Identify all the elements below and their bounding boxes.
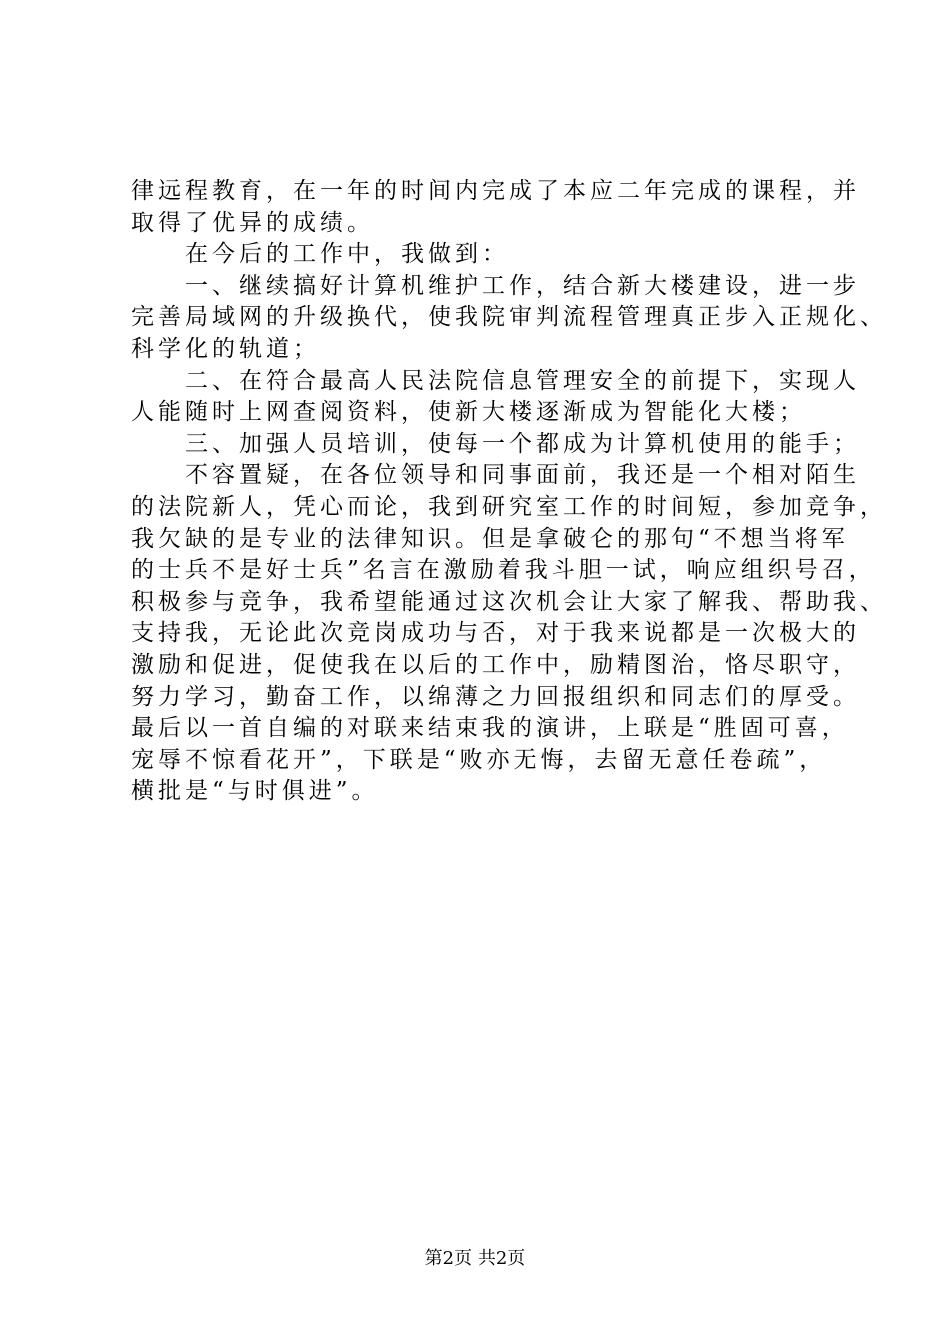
text-line: 努力学习，勤奋工作，以绵薄之力回报组织和同志们的厚受。 xyxy=(131,683,860,710)
text-line: 完善局域网的升级换代，使我院审判流程管理真正步入正规化、 xyxy=(131,304,887,331)
text-line: 支持我，无论此次竞岗成功与否，对于我来说都是一次极大的 xyxy=(131,620,860,647)
text-line: 激励和促进，促使我在以后的工作中，励精图治，恪尽职守， xyxy=(131,651,860,678)
document-body xyxy=(131,176,887,808)
text-line: 律远程教育，在一年的时间内完成了本应二年完成的课程，并 xyxy=(131,178,860,204)
text-line: 一、继续搞好计算机维护工作，结合新大楼建设，进一步 xyxy=(131,272,860,299)
text-line: 人能随时上网查阅资料，使新大楼逐渐成为智能化大楼； xyxy=(131,399,806,426)
text-line: 二、在符合最高人民法院信息管理安全的前提下，实现人 xyxy=(131,367,860,394)
text-line: 取得了优异的成绩。 xyxy=(131,209,374,236)
text-line: 的士兵不是好士兵”名言在激励着我斗胆一试，响应组织号召， xyxy=(131,557,876,584)
text-line: 横批是“与时俱进”。 xyxy=(131,778,379,805)
text-line: 积极参与竞争，我希望能通过这次机会让大家了解我、帮助我、 xyxy=(131,588,887,615)
text-line: 宠辱不惊看花开”，下联是“败亦无悔，去留无意任卷疏”， xyxy=(131,746,827,773)
text-line: 三、加强人员培训，使每一个都成为计算机使用的能手； xyxy=(131,430,860,457)
text-line: 的法院新人，凭心而论，我到研究室工作的时间短，参加竞争， xyxy=(131,493,887,520)
text-line: 不容置疑，在各位领导和同事面前，我还是一个相对陌生 xyxy=(131,462,860,489)
text-line: 最后以一首自编的对联来结束我的演讲，上联是“胜固可喜， xyxy=(131,715,849,742)
text-line: 科学化的轨道； xyxy=(131,335,320,362)
text-line: 我欠缺的是专业的法律知识。但是拿破仑的那句“不想当将军 xyxy=(131,525,849,552)
text-line: 在今后的工作中，我做到： xyxy=(131,241,509,268)
page-number-footer: 第2页 共2页 xyxy=(424,1248,526,1269)
